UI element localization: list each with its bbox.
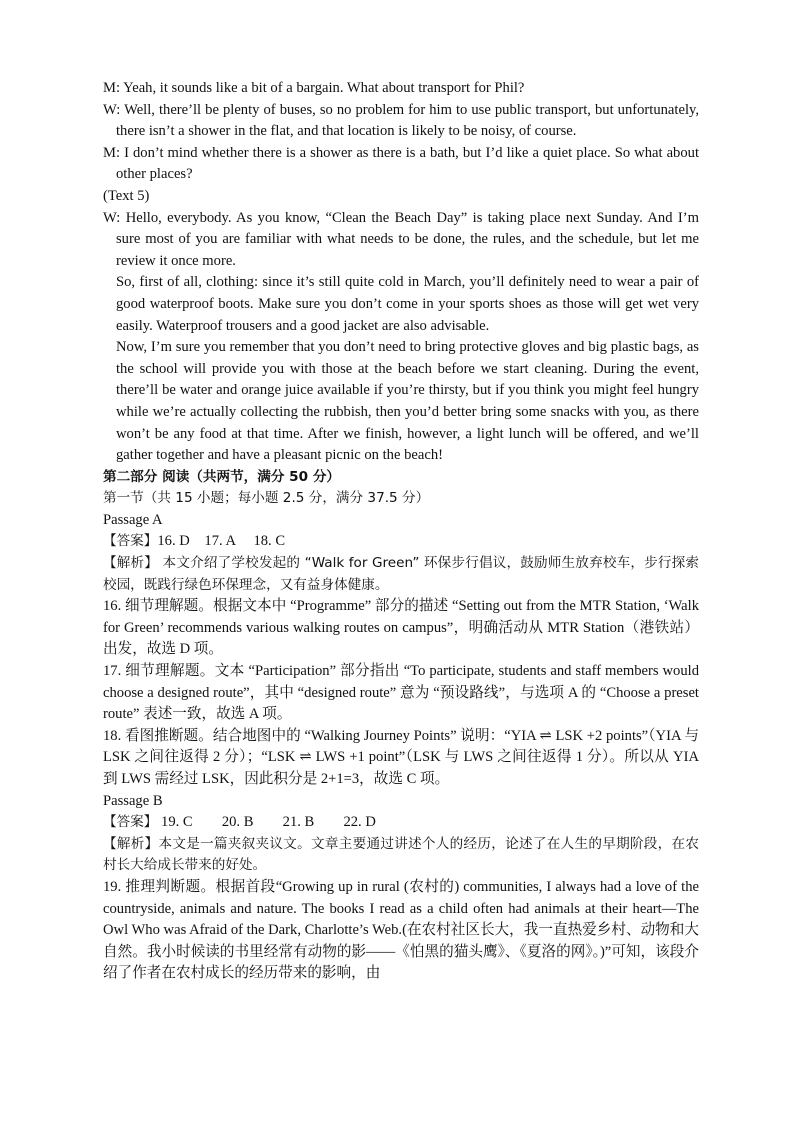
analysis-paragraph bbox=[103, 834, 699, 877]
speaker-label: W: bbox=[103, 209, 121, 226]
answer-text: 19. C 20. B 21. B 22. D bbox=[157, 814, 376, 831]
q17-explanation: 17. 细节理解题。文本 “Participation” 部分指出 “To participate, students and staff members would choose a designed route”，其中 “designed route” 意为 “预设路线”，与选项 A 的 “Choose a preset route” 表述一致，故选 A 项。 bbox=[103, 663, 699, 723]
section-heading: 第一节（共 15 小题；每小题 2.5 分，满分 37.5 分） bbox=[103, 490, 430, 507]
q16-explanation: 16. 细节理解题。根据文本中 “Programme” 部分的描述 “Setting out from the MTR Station, ‘Walk for Green’ recommends various walking routes on campus”，明确活动从 MTR Station（港铁站）出发，故选 D 项。 bbox=[103, 598, 699, 658]
speaker-label: M: bbox=[103, 80, 121, 96]
text5-paragraph bbox=[103, 208, 699, 273]
paragraph-text: Hello, everybody. As you know, “Clean the Beach Day” is taking place next Sunday. And I’m sure most of you are familiar with what needs to be done, the rules, and the schedule, but let me review it once more. bbox=[116, 209, 699, 269]
passage-a-title: Passage A bbox=[103, 511, 163, 528]
answer-label: 【答案】 bbox=[103, 533, 158, 550]
analysis-text: 本文介绍了学校发起的 “Walk for Green” 环保步行倡议，鼓励师生放弃校车，步行探索校园，既践行绿色环保理念，又有益身体健康。 bbox=[103, 555, 700, 593]
text5-paragraph: So, first of all, clothing: since it’s still quite cold in March, you’ll definitely need to wear a pair of good waterproof boots. Make sure you don’t come in your sports shoes as those will get wet very easily. Waterproof trousers and a good jacket are also advisable. bbox=[116, 274, 699, 334]
speaker-label: M: bbox=[103, 144, 121, 161]
dialog-text: Well, there’ll be plenty of buses, so no problem for him to use public transport, but unfortunately, there isn’t a shower in the flat, and that location is likely to be noisy, of course. bbox=[116, 101, 699, 140]
dialog-text: Yeah, it sounds like a bit of a bargain. What about transport for Phil? bbox=[123, 80, 525, 96]
passage-b-title: Passage B bbox=[103, 792, 163, 809]
dialog-line bbox=[103, 100, 699, 143]
dialog-line bbox=[103, 78, 699, 100]
speaker-label: W: bbox=[103, 101, 121, 118]
document-page bbox=[103, 78, 699, 985]
dialog-text: I don’t mind whether there is a shower as there is a bath, but I’d like a quiet place. So what about other places? bbox=[116, 144, 699, 183]
text5-label: (Text 5) bbox=[103, 187, 150, 204]
dialog-line bbox=[103, 143, 699, 186]
analysis-paragraph bbox=[103, 553, 699, 596]
analysis-text: 本文是一篇夹叙夹议文。文章主要通过讲述个人的经历，论述了在人生的早期阶段，在农村长大给成长带来的好处。 bbox=[103, 835, 699, 874]
text5-paragraph: Now, I’m sure you remember that you don’t need to bring protective gloves and big plastic bags, as the school will provide you with those at the beach before we start cleaning. During the event, there’ll be water and orange juice available if you’re thirsty, but if you think you might feel hungry while we’re actually collecting the rubbish, then you’d better bring some snacks with you, as there won’t be any food at that time. After we finish, however, a light lunch will be offered, and we’ll gather together and have a pleasant picnic on the beach! bbox=[116, 339, 699, 464]
answer-text: 16. D 17. A 18. C bbox=[157, 533, 286, 550]
answer-label: 【答案】 bbox=[103, 814, 158, 831]
q18-explanation: 18. 看图推断题。结合地图中的 “Walking Journey Points” 说明：“YIA ⇌ LSK +2 points”（YIA 与 LSK 之间往返得 2 分）；“LSK ⇌ LWS +1 point”（LSK 与 LWS 之间往返得 1 分）。所以从 YIA 到 LWS 需经过 LSK，因此积分是 2+1=3，故选 C 项。 bbox=[103, 727, 699, 787]
analysis-label: 【解析】 bbox=[103, 835, 159, 852]
answer-line bbox=[103, 531, 699, 553]
answer-line bbox=[103, 812, 699, 834]
q19-explanation: 19. 推理判断题。根据首段“Growing up in rural (农村的) communities, I always had a love of the countryside, animals and nature. The books I read as a child often had animals at their heart—The Owl Who was Afraid of the Dark, Charlotte’s Web.(在农村社区长大，我一直热爱乡村、动物和大自然。我小时候读的书里经常有动物的影——《怕黑的猫头鹰》、《夏洛的网》。)”可知，该段介绍了作者在农村成长的经历带来的影响，由 bbox=[103, 878, 699, 982]
part-heading: 第二部分 阅读（共两节，满分 50 分） bbox=[103, 468, 341, 485]
analysis-label: 【解析】 bbox=[103, 555, 159, 572]
